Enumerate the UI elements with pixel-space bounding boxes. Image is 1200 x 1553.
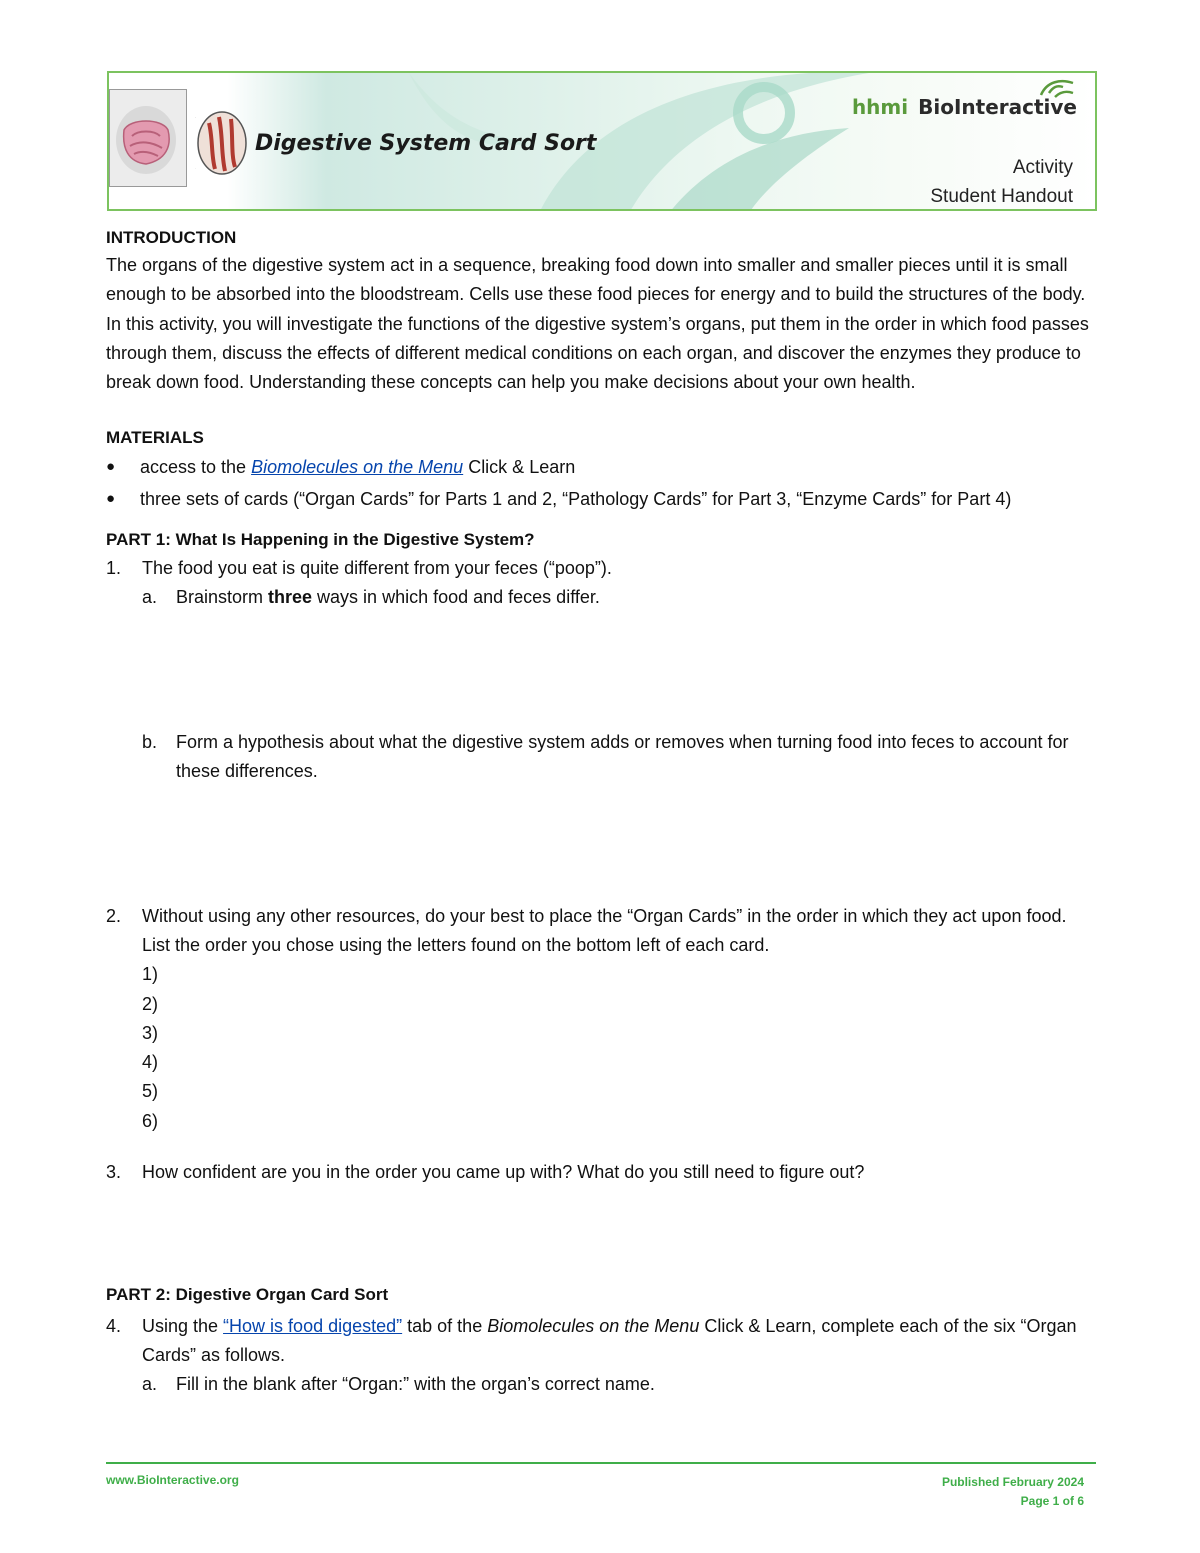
question-number: 1. (106, 558, 122, 579)
question-text: Using the (142, 1315, 224, 1336)
published-date: Published February 2024 (941, 1475, 1084, 1489)
digestive-system-thumbnail (109, 89, 187, 187)
question-text: Without using any other resources, do your best to place the “Organ Cards” in the order in which they act upon food. List the order you chose using the letters found on the bottom left of each card. (142, 906, 1067, 956)
question-text: ways in which food and feces differ. (312, 587, 600, 608)
question-text: tab of the (402, 1315, 488, 1336)
question-1 (106, 554, 1096, 583)
document-title: Digestive System Card Sort (255, 131, 597, 156)
intestines-illustration (110, 90, 186, 186)
bullet-icon: ● (106, 490, 116, 508)
student-handout-label: Student Handout (930, 186, 1073, 207)
question-number: 3. (106, 1161, 122, 1182)
header-banner (107, 71, 1097, 211)
order-slot: 4) (142, 1052, 159, 1073)
handout-type (930, 153, 1073, 211)
how-is-food-digested-link[interactable]: “How is food digested” (223, 1315, 403, 1336)
materials-item-text: Click & Learn (463, 457, 576, 478)
order-slot: 1) (142, 964, 159, 985)
question-text: How confident are you in the order you came up with? What do you still need to figure out? (142, 1161, 865, 1182)
question-text: Click & Learn, complete each of the six “Organ Cards” as follows. (142, 1315, 1077, 1365)
question-text: Brainstorm (176, 587, 269, 608)
question-4a (106, 1370, 1096, 1399)
materials-item-text: three sets of cards (“Organ Cards” for Parts 1 and 2, “Pathology Cards” for Part 3, “Enzyme Cards” for Part 4) (140, 489, 1012, 510)
question-text-bold: three (268, 587, 313, 608)
document-body (106, 227, 1096, 1399)
question-2 (106, 902, 1096, 960)
question-3 (106, 1158, 1096, 1187)
brand-biointeractive: BioInteractive (918, 95, 1077, 119)
part2-heading: PART 2: Digestive Organ Card Sort (106, 1284, 389, 1304)
materials-heading: MATERIALS (106, 428, 204, 448)
order-slot: 2) (142, 993, 159, 1014)
brand-logo (852, 95, 1077, 119)
question-text: The food you eat is quite different from your feces (“poop”). (142, 558, 612, 579)
question-letter: b. (142, 732, 158, 753)
question-4 (106, 1312, 1096, 1370)
question-number: 4. (106, 1315, 122, 1336)
materials-item (106, 451, 1096, 483)
question-text: Form a hypothesis about what the digestive system adds or removes when turning food into feces to account for these differences. (176, 732, 1069, 782)
activity-label: Activity (1012, 157, 1073, 178)
footer-website[interactable]: www.BioInteractive.org (106, 1473, 239, 1487)
part1-heading: PART 1: What Is Happening in the Digestive System? (106, 530, 535, 550)
tissue-zoom-illustration (195, 109, 249, 177)
question-letter: a. (142, 1373, 158, 1394)
question-text-italic: Biomolecules on the Menu (487, 1315, 700, 1336)
question-text: Fill in the blank after “Organ:” with the organ’s correct name. (176, 1373, 655, 1394)
bullet-icon: ● (106, 458, 116, 476)
question-1a (106, 583, 1096, 612)
brand-hhmi: hhmi (851, 95, 909, 119)
biomolecules-link[interactable]: Biomolecules on the Menu (251, 457, 464, 478)
footer-divider (106, 1462, 1096, 1464)
question-1b (106, 728, 1096, 786)
order-slot: 3) (142, 1022, 159, 1043)
materials-item (106, 483, 1096, 515)
page-number: Page 1 of 6 (1020, 1494, 1084, 1508)
question-letter: a. (142, 587, 158, 608)
introduction-heading: INTRODUCTION (106, 228, 237, 247)
materials-item-text: access to the (140, 457, 252, 478)
footer-info (942, 1473, 1084, 1511)
order-slot: 6) (142, 1110, 159, 1131)
introduction-text: The organs of the digestive system act in a sequence, breaking food down into smaller and smaller pieces until it is small enough to be absorbed into the bloodstream. Cells use these food pieces for energy and to build the structures of the body. In this activity, you will investigate the functions of the digestive system’s organs, put them in the order in which food passes through them, discuss the effects of different medical conditions on each organ, and discover the enzymes they produce to break down food. Understanding these concepts can help you make decisions about your own health. (106, 255, 1089, 393)
question-number: 2. (106, 906, 122, 927)
order-slot: 5) (142, 1081, 159, 1102)
